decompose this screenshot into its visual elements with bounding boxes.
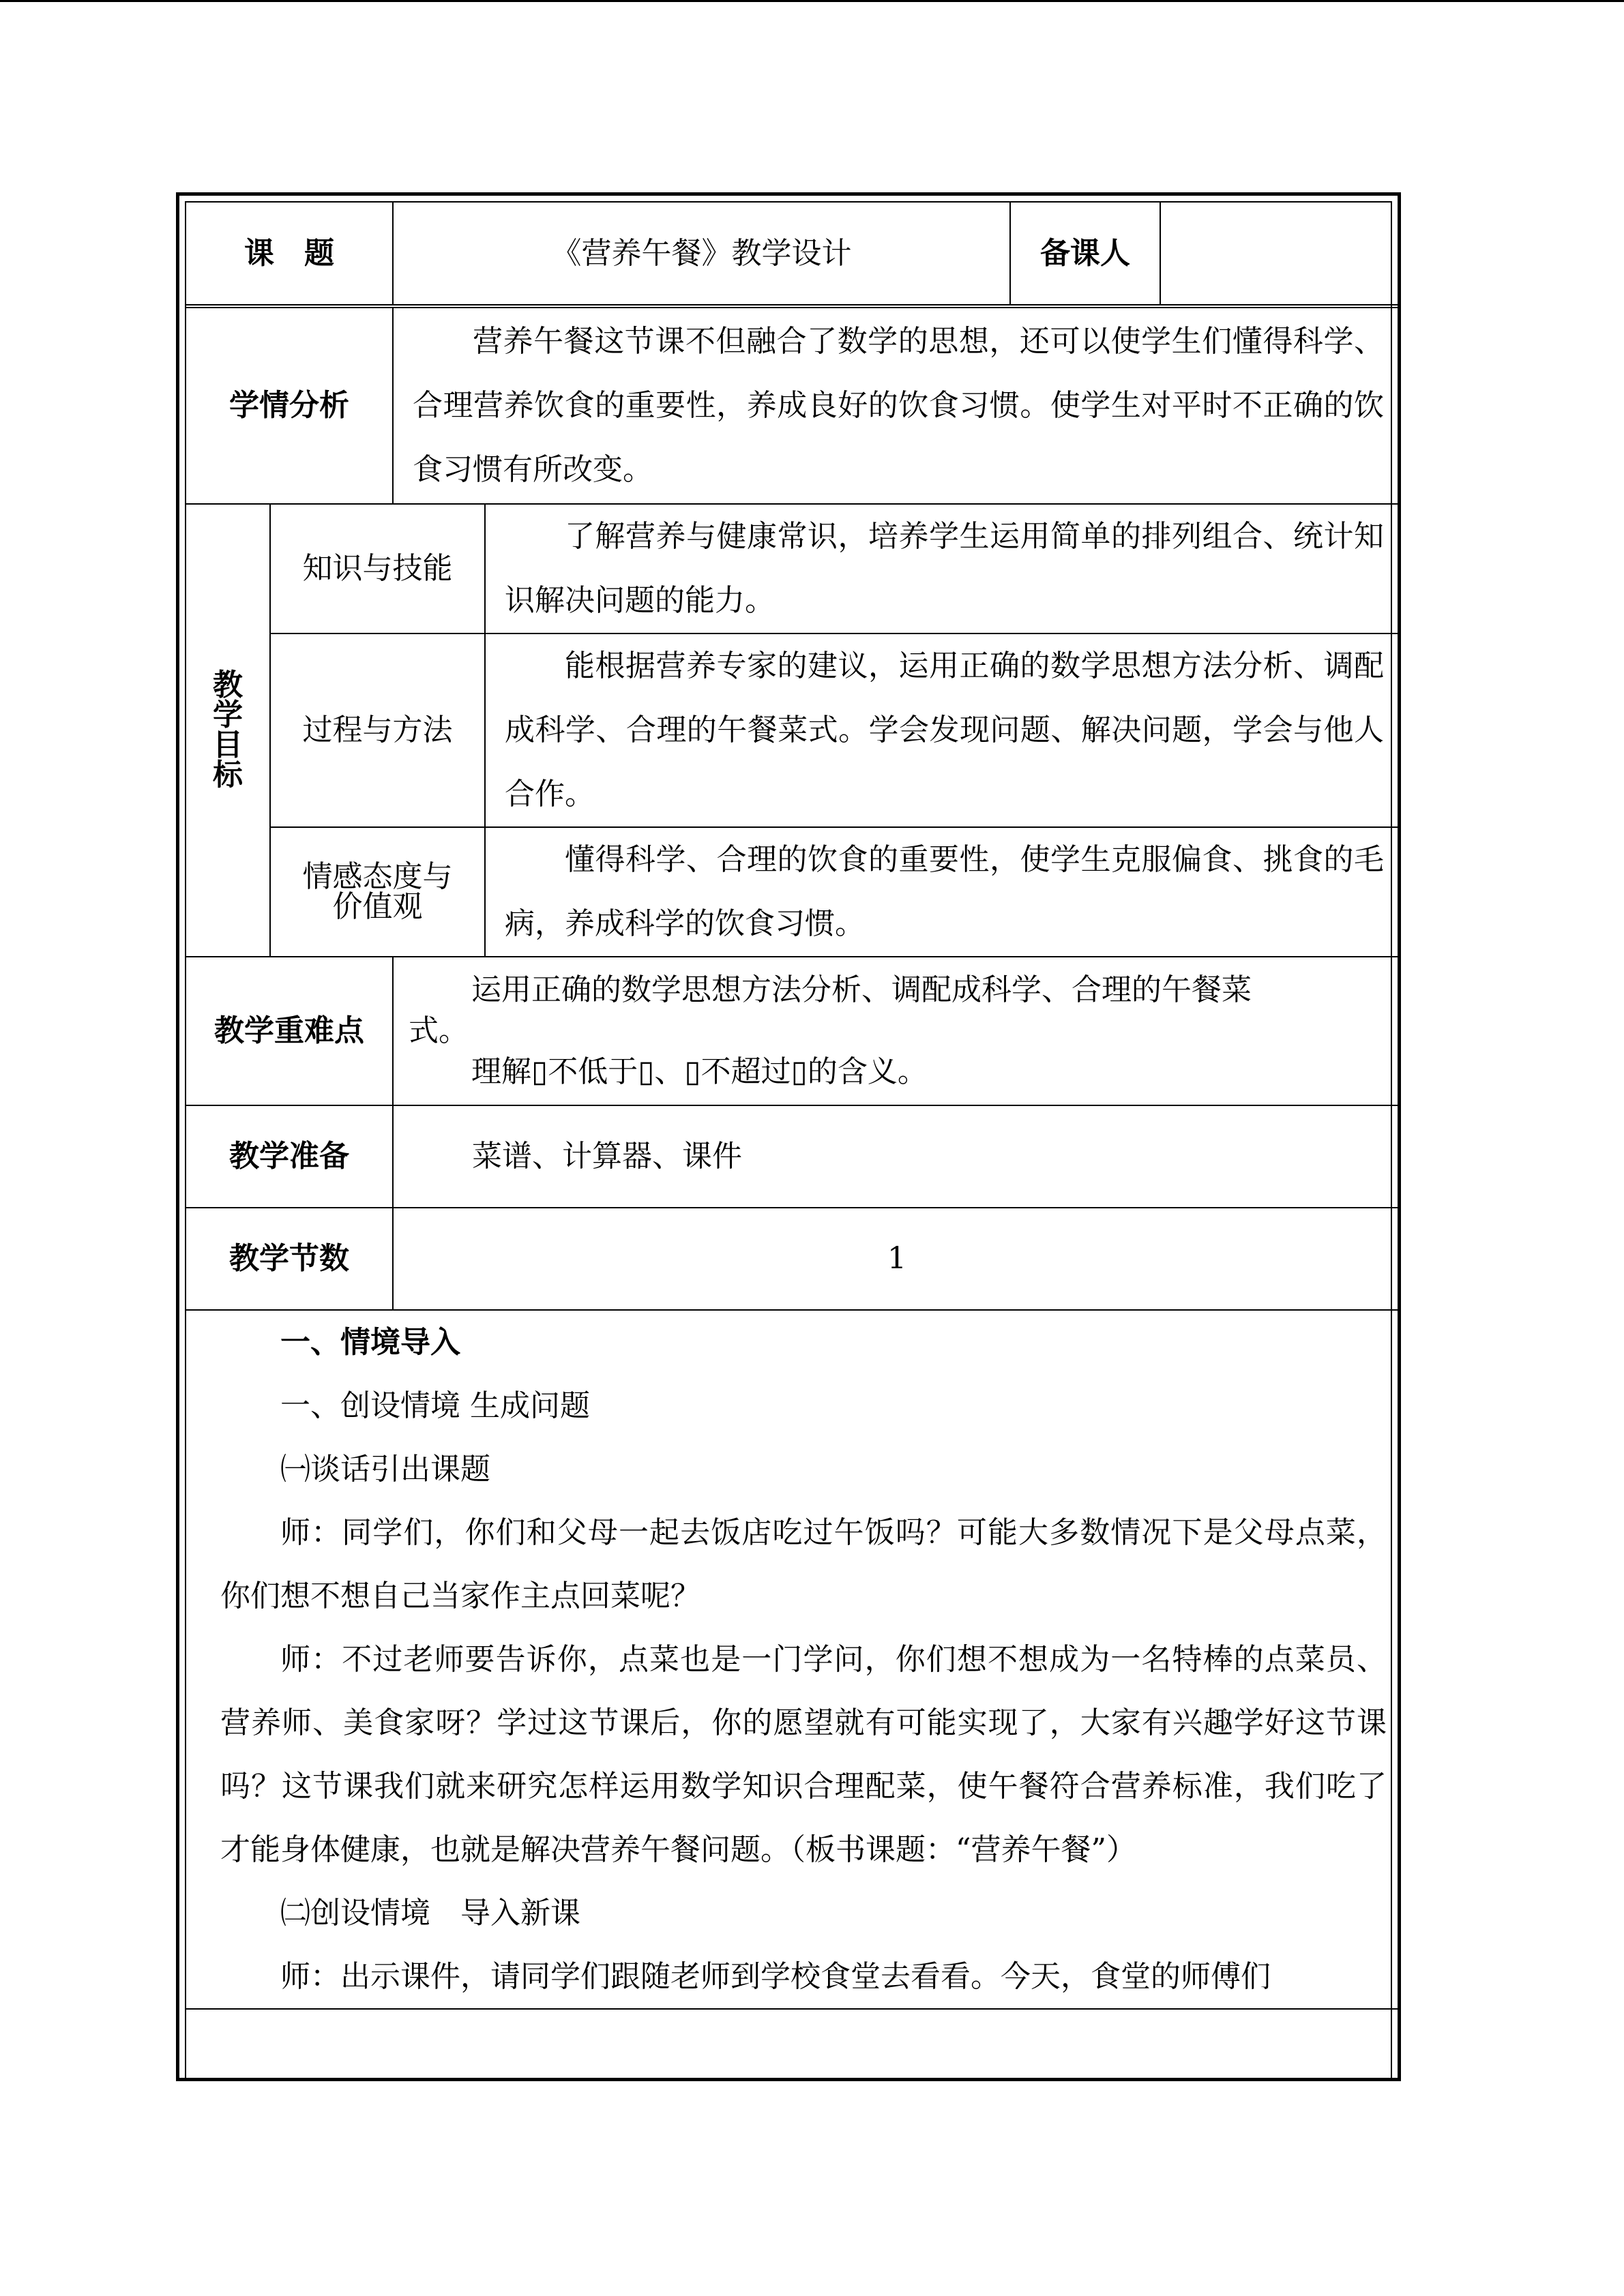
preparation-label: 教学准备 (186, 1105, 393, 1208)
goals-label (186, 504, 270, 957)
process-sub1b: ㈡创设情境 导入新课 (280, 1896, 580, 1930)
lesson-plan-sheet (176, 192, 1401, 2081)
key-points-line1: 运用正确的数学思想方法分析、调配成科学、合理的午餐菜 (471, 972, 1252, 1007)
goal-emotion-text: 懂得科学、合理的饮食的重要性，使学生克服偏食、挑食的毛病，养成科学的饮食习惯。 (505, 842, 1384, 941)
goals-label-char: 目 (213, 728, 243, 762)
process-paragraph-3: 师：出示课件，请同学们跟随老师到学校食堂去看看。今天，食堂的师傅们 (280, 1959, 1271, 1994)
goal-emotion-label-line2: 价值观 (332, 889, 423, 924)
topic-value: 《营养午餐》教学设计 (393, 203, 1010, 306)
goal-row-process (186, 633, 1400, 827)
preparation-row (186, 1105, 1400, 1208)
analysis-label: 学情分析 (186, 306, 393, 504)
process-sub1a: ㈠谈话引出课题 (280, 1452, 490, 1487)
preparer-label: 备课人 (1010, 203, 1160, 306)
preparer-value (1160, 203, 1400, 306)
goals-label-char: 学 (213, 698, 243, 732)
key-points-row (186, 957, 1400, 1105)
process-sub1: 一、创设情境 生成问题 (280, 1388, 590, 1423)
goal-emotion-cell (485, 827, 1400, 957)
goal-knowledge-text: 了解营养与健康常识，培养学生运用简单的排列组合、统计知识解决问题的能力。 (505, 519, 1384, 618)
goal-emotion-label (270, 827, 485, 957)
analysis-row (186, 306, 1400, 504)
process-paragraph-1: 师：同学们，你们和父母一起去饭店吃过午饭吗？可能大多数情况下是父母点菜，你们想不想自己当家作主点回菜呢？ (220, 1515, 1387, 1613)
goal-knowledge-cell (485, 504, 1400, 633)
periods-row (186, 1208, 1400, 1310)
goals-label-char: 标 (213, 758, 243, 792)
analysis-cell (393, 306, 1400, 504)
key-points-line3: 理解▯不低于▯、▯不超过▯的含义。 (471, 1054, 928, 1089)
page-top-border (0, 0, 1624, 2)
lesson-plan-inner-frame (185, 201, 1392, 2081)
goal-process-cell (485, 633, 1400, 827)
goal-row-knowledge (186, 504, 1400, 633)
periods-value: 1 (393, 1208, 1400, 1310)
periods-label: 教学节数 (186, 1208, 393, 1310)
goals-label-char: 教 (213, 668, 243, 702)
process-row (186, 1310, 1400, 2009)
title-row (186, 203, 1400, 306)
key-points-cell (393, 957, 1400, 1105)
goal-row-emotion (186, 827, 1400, 957)
preparation-value: 菜谱、计算器、课件 (393, 1105, 1400, 1208)
analysis-text: 营养午餐这节课不但融合了数学的思想，还可以使学生们懂得科学、合理营养饮食的重要性，养成良好的饮食习惯。使学生对平时不正确的饮食习惯有所改变。 (413, 324, 1384, 487)
process-body (186, 1311, 1400, 2008)
topic-label: 课 题 (186, 203, 393, 306)
process-cell (186, 1310, 1400, 2009)
goal-emotion-label-line1: 情感态度与 (302, 859, 453, 894)
lesson-plan-table (186, 203, 1400, 2010)
goal-process-text: 能根据营养专家的建议，运用正确的数学思想方法分析、调配成科学、合理的午餐菜式。学会发现问题、解决问题，学会与他人合作。 (505, 648, 1384, 811)
goal-knowledge-label: 知识与技能 (270, 504, 485, 633)
goal-process-label: 过程与方法 (270, 633, 485, 827)
key-points-line2: 式。 (409, 1013, 469, 1048)
key-points-label: 教学重难点 (186, 957, 393, 1105)
process-heading: 一、情境导入 (280, 1325, 460, 1360)
process-paragraph-2: 师：不过老师要告诉你，点菜也是一门学问，你们想不想成为一名特棒的点菜员、营养师、美食家呀？学过这节课后，你的愿望就有可能实现了，大家有兴趣学好这节课吗？这节课我们就来研究怎样运用数学知识合理配菜，使午餐符合营养标准，我们吃了才能身体健康，也就是解决营养午餐问题。（板书课题：“营养午餐”） (220, 1642, 1387, 1867)
